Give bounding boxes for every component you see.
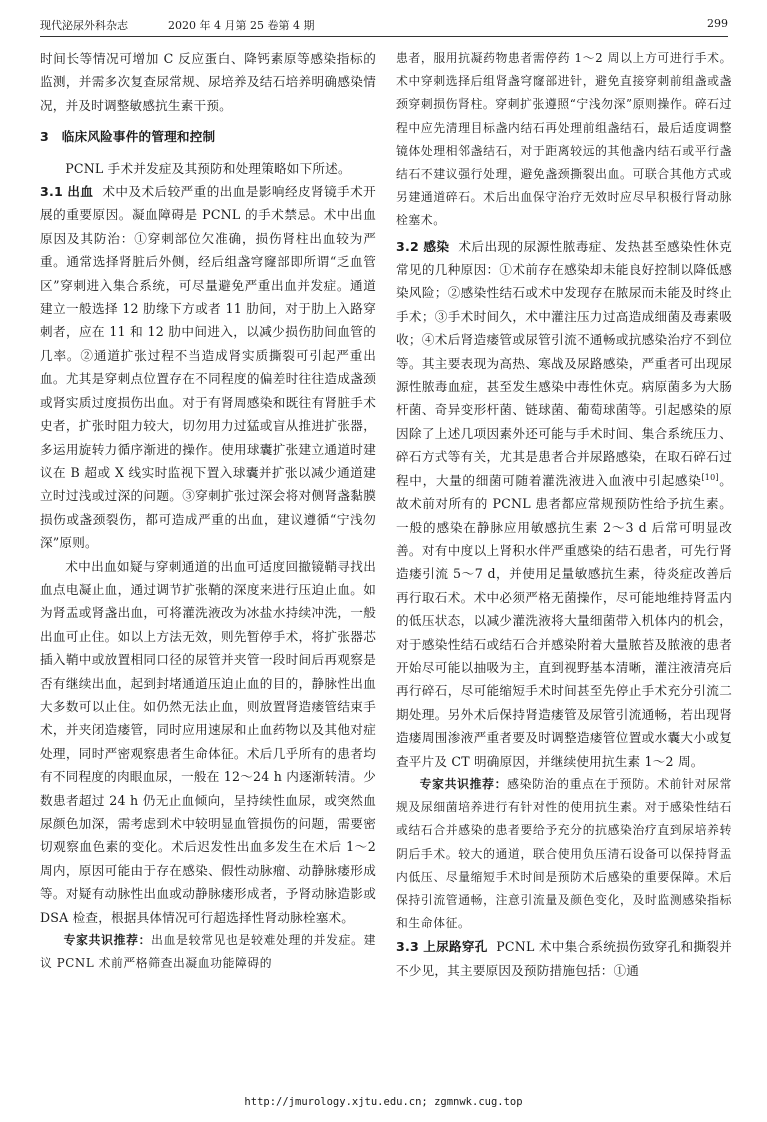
section-3-1-number: 3.1 [40, 184, 63, 200]
intro-paragraph: 时间长等情况可增加 C 反应蛋白、降钙素原等感染指标的监测，并需多次复查尿常规、尿培养及结石培养明确感染情况，并及时调整敏感抗生素干预。 [40, 51, 376, 113]
running-header [40, 10, 728, 37]
section-3-2-paragraph [396, 235, 732, 773]
right-column [396, 47, 732, 982]
section-3-1-title: 出血 [67, 184, 94, 200]
section-3-2-title: 感染 [423, 238, 450, 254]
section-3-3-paragraph [396, 935, 732, 982]
consensus-bleeding-text: 出血是较常见也是较难处理的并发症。建议 PCNL 术前严格筛查出凝血功能障碍的 [40, 933, 376, 971]
issue-info: 2020 年 4 月第 25 卷第 4 期 [168, 19, 315, 32]
consensus-infection [396, 773, 732, 935]
consensus-bleeding [40, 929, 376, 975]
consensus-bleeding-continued: 患者，服用抗凝药物患者需停药 1～2 周以上方可进行手术。术中穿刺选择后组肾盏穹窿部进针，避免直接穿刺前组盏或盏颈穿刺损伤肾柱。穿刺扩张遵照“宁浅勿深”原则操作。碎石过程中应先清理目标盏内结石再处理前组盏结石，最后适度调整镜体处理相邻盏结石，对于距离较远的其他盏内结石或平行盏结石不建议强行处理，避免盏颈撕裂出血。可联合其他方式或另建通道碎石。术后出血保守治疗无效时应尽早积极行肾动脉栓塞术。 [396, 51, 732, 228]
section-3-1-text: 术中及术后较严重的出血是影响经皮肾镜手术开展的重要原因。凝血障碍是 PCNL 的手术禁忌。术中出血原因及其防治：①穿刺部位欠准确，损伤肾柱出血较为严重。通常选择肾脏后外侧，经后组盏穹窿部即所谓“乏血管区”穿刺进入集合系统，可尽量避免严重出血并发症。通道建立一般选择 12 肋缘下方或者 11 肋间，对于肋上入路穿刺者，应在 11 和 12 肋中间进入，以减少损伤肋间血管的几率。②通道扩张过程不当造成肾实质撕裂可引起严重出血。尤其是穿刺点位置存在不同程度的偏差时往往造成盏颈或肾实质过度损伤出血。对于有肾周感染和既往有肾脏手术史者，扩张时阻力较大，切勿用力过猛或盲从推进扩张器，多运用旋转力循序渐进的操作。使用球囊扩张建立通道时建议在 B 超或 X 线实时监视下置入球囊并扩张以减少通道建立时过浅或过深的问题。③穿刺扩张过深会将对侧肾盏黏膜损伤或盏颈裂伤，都可造成严重的出血，建议遵循“宁浅勿深”原则。 [40, 184, 376, 551]
section-3-2-text: 术后出现的尿源性脓毒症、发热甚至感染性休克常见的几种原因：①术前存在感染却未能良好控制以降低感染风险；②感染性结石或术中发现存在脓尿而未能及时终止手术；③手术时间久，术中灌注压力过高造成细菌及毒素吸收；④术后肾造瘘管或尿管引流不通畅或抗感染治疗不到位等。其主要表现为高热、寒战及尿路感染，严重者可出现尿源性脓毒血症，甚至发生感染中毒性休克。病原菌多为大肠杆菌、奇异变形杆菌、链球菌、葡萄球菌等。引起感染的原因除了上述几项因素外还可能与手术时间、集合系统压力、碎石方式等有关，尤其是患者合并尿路感染，在取石碎石过程中，大量的细菌可随着灌洗液进入血液中引起感染 [396, 238, 732, 488]
bleeding-management-paragraph: 术中出血如疑与穿刺通道的出血可适度回撤镜鞘寻找出血点电凝止血，通过调节扩张鞘的深度来进行压迫止血。如为肾盂或肾盏出血，可将灌洗液改为冰盐水持续冲洗，一般出血可止住。如以上方法无效，则先暂停手术，将扩张器芯插入鞘中或放置相同口径的尿管并夹管一段时间后再观察是否有继续出血，起到封堵通道压迫止血的目的，静脉性出血大多数可以止住。如仍然无法止血，则放置肾造瘘管结束手术，并夹闭造瘘管，同时应用速尿和止血药物以及其他对症处理，同时严密观察患者生命体征。术后几乎所有的患者均有不同程度的肉眼血尿，一般在 12～24 h 内逐渐转清。少数患者超过 24 h 仍无止血倾向，呈持续性血尿，或突然血尿颜色加深，需考虑到术中较明显血管损伤的问题，需要密切观察血色素的变化。术后迟发性出血多发生在术后 1～2 周内，原因可能由于存在感染、假性动脉瘤、动静脉瘘形成等。对疑有动脉性出血或动静脉瘘形成者，予肾动脉造影或 DSA 检查，根据具体情况可行超选择性肾动脉栓塞术。 [40, 558, 376, 925]
section-3-3-number: 3.3 [396, 939, 419, 955]
page-number: 299 [707, 17, 728, 30]
section-3-intro: PCNL 手术并发症及其预防和处理策略如下所述。 [65, 160, 351, 176]
left-column [40, 47, 376, 975]
section-3-2-text-b: 。故术前对所有的 PCNL 患者都应常规预防性给予抗生素。一般的感染在静脉应用敏感抗生素 2～3 d 后常可明显改善。对有中度以上肾积水伴严重感染的结石患者，可先行肾造瘘引流 5～7 d，并使用足量敏感抗生素，待炎症改善后再行取石术。术中必须严格无菌操作，尽可能地维持肾盂内的低压状态，以减少灌洗液将大量细菌带入机体内的机会，对于感染性结石或结石合并感染附着大量脓苔及脓液的患者开始尽可能以抽吸为主，直到视野基本清晰，灌注液清亮后再行碎石，尽可能缩短手术时间甚至先停止手术充分引流二期处理。另外术后保持肾造瘘管及尿管引流通畅，若出现肾造瘘周围渗液严重者要及时调整造瘘管位置或水囊大小或复查平片及 CT 明确原因，并继续使用抗生素 1～2 周。 [396, 472, 733, 769]
section-3-2-number: 3.2 [396, 238, 419, 254]
section-3-3-title: 上尿路穿孔 [423, 939, 488, 955]
consensus-bleeding-lead: 专家共识推荐： [63, 933, 152, 948]
consensus-infection-text: 感染防治的重点在于预防。术前针对尿常规及尿细菌培养进行有针对性的使用抗生素。对于感染性结石或结石合并感染的患者要给予充分的抗感染治疗直到尿培养转阴后手术。较大的通道，联合使用负压清石设备可以保持肾盂内低压、尽量缩短手术时间是预防术后感染的重要保障。术后保持引流管通畅，注意引流量及颜色变化，及时监测感染指标和生命体征。 [396, 776, 732, 931]
journal-name: 现代泌尿外科杂志 [40, 19, 128, 32]
consensus-infection-lead: 专家共识推荐： [419, 776, 508, 791]
section-3-3-text: PCNL 术中集合系统损伤致穿孔和撕裂并不少见，其主要原因及预防措施包括：①通 [396, 939, 732, 978]
footer-url: http://jmurology.xjtu.edu.cn; zgmnwk.cug.top [244, 1096, 523, 1108]
citation-ref: [10] [701, 472, 719, 482]
section-3-heading: 3 临床风险事件的管理和控制 [40, 129, 216, 145]
section-3-1-paragraph [40, 180, 376, 555]
